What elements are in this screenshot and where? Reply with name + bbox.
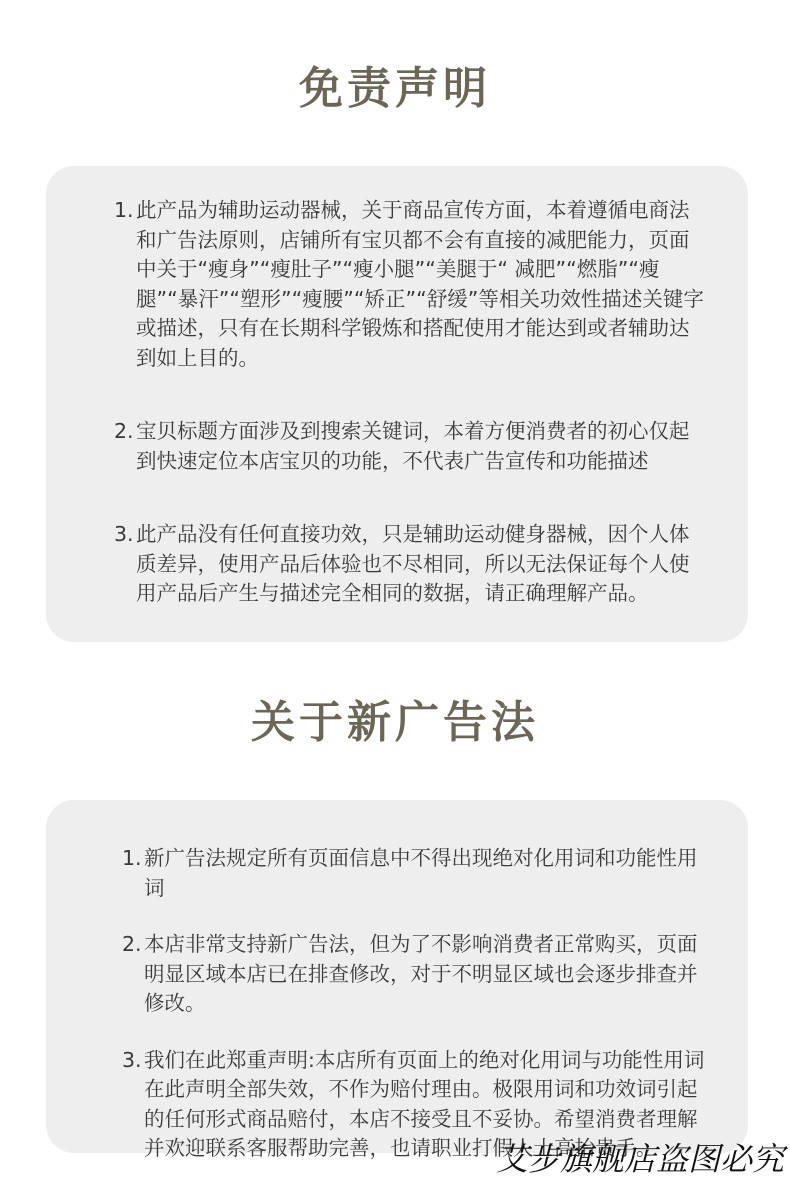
disclaimer-title: 免责声明 bbox=[299, 63, 491, 114]
item-number: 1. bbox=[122, 846, 142, 870]
item-number: 1. bbox=[114, 198, 134, 222]
watermark-text: 艾步旗舰店盗图必究 bbox=[495, 1140, 784, 1178]
disclaimer-item-1 bbox=[114, 196, 708, 373]
ad-law-card bbox=[46, 800, 748, 1160]
item-number: 3. bbox=[122, 1047, 142, 1072]
item-text: 宝贝标题方面涉及到搜索关键词，本着方便消费者的初心仅起到快速定位本店宝贝的功能，不代表广告宣传和功能描述 bbox=[136, 419, 690, 473]
ad-law-item-1 bbox=[122, 844, 708, 903]
disclaimer-item-2 bbox=[114, 417, 708, 476]
disclaimer-item-3 bbox=[114, 520, 708, 609]
ad-law-item-2 bbox=[122, 930, 708, 1019]
disclaimer-card bbox=[46, 166, 748, 642]
item-text: 我们在此郑重声明:本店所有页面上的绝对化用词与功能性用词在此声明全部失效，不作为赔付理由。极限用词和功效词引起的任何形式商品赔付，本店不接受且不妥协。希望消费者理解并欢迎联系客服帮助完善，也请职业打假人士高抬贵手。 bbox=[144, 1047, 705, 1160]
item-text: 此产品没有任何直接功效，只是辅助运动健身器械，因个人体质差异，使用产品后体验也不尽相同，所以无法保证每个人使用产品后产生与描述完全相同的数据，请正确理解产品。 bbox=[136, 522, 690, 605]
item-number: 3. bbox=[114, 522, 134, 546]
item-number: 2. bbox=[122, 932, 142, 956]
item-text: 新广告法规定所有页面信息中不得出现绝对化用词和功能性用词 bbox=[144, 846, 698, 900]
item-number: 2. bbox=[114, 419, 134, 443]
ad-law-title: 关于新广告法 bbox=[251, 697, 539, 748]
item-text: 此产品为辅助运动器械，关于商品宣传方面，本着遵循电商法和广告法原则，店铺所有宝贝都不会有直接的减肥能力，页面中关于“瘦身”“瘦肚子”“瘦小腿”“美腿于“ 减肥”“燃脂”“瘦腿”“暴汗”“塑形”“瘦腰”“矫正”“舒缓”等相关功效性描述关键字或描述，只有在长期科学锻炼和搭配使用才能达到或者辅助达到如上目的。 bbox=[136, 198, 704, 370]
item-text: 本店非常支持新广告法，但为了不影响消费者正常购买，页面明显区域本店已在排查修改，对于不明显区域也会逐步排查并修改。 bbox=[144, 932, 698, 1015]
